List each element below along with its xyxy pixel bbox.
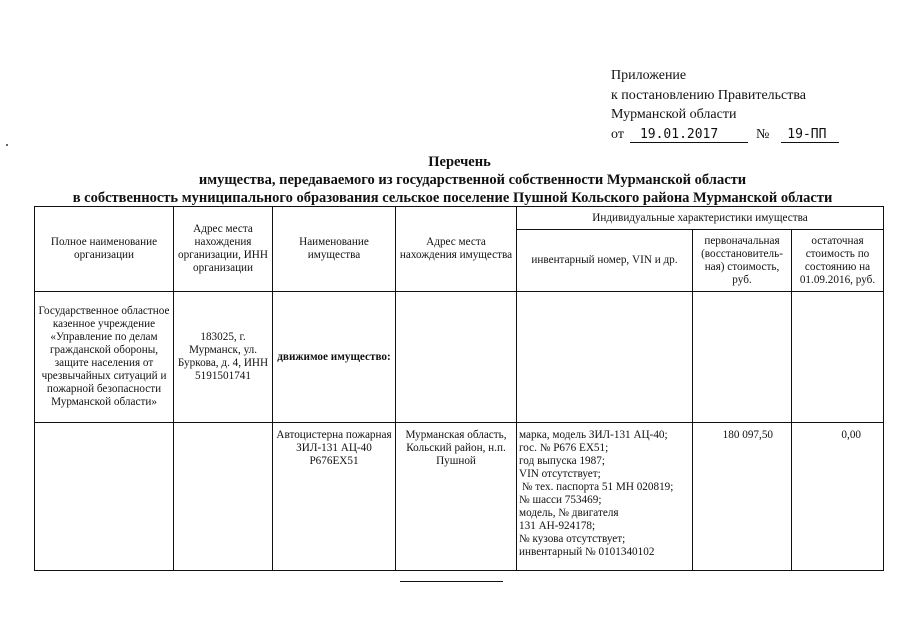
detail-line: № шасси 753469;	[519, 494, 602, 506]
decree-number: 19-ПП	[781, 127, 839, 143]
cell-empty	[174, 423, 273, 571]
document-subtitle-1: имущества, передаваемого из государственной собственности Мурманской области	[198, 172, 747, 188]
table-row	[35, 423, 884, 571]
header-org-name: Полное наименование организации	[35, 207, 174, 292]
detail-line: марка, модель ЗИЛ-131 АЦ-40;	[519, 429, 668, 441]
header-initial-cost: первоначальная (восстановитель- ная) стоимость, руб.	[693, 230, 792, 292]
cell-residual-cost: 0,00	[792, 423, 884, 571]
detail-line: гос. № Р676 ЕХ51;	[519, 442, 609, 454]
cell-org-address: 183025, г. Мурманск, ул. Буркова, д. 4, ИНН 5191501741	[174, 292, 273, 423]
decree-date-line	[611, 125, 839, 145]
detail-line: 131 АН-924178;	[519, 520, 596, 532]
header-property-name: Наименование имущества	[273, 207, 396, 292]
detail-line: год выпуска 1987;	[519, 455, 605, 467]
footer-divider	[400, 581, 503, 582]
cell-empty	[693, 292, 792, 423]
document-title: Перечень	[428, 154, 491, 170]
table-row	[35, 292, 884, 423]
cell-empty	[35, 423, 174, 571]
header-residual-cost: остаточная стоимость по состоянию на 01.09.2016, руб.	[792, 230, 884, 292]
number-label: №	[755, 126, 770, 142]
detail-line: № тех. паспорта 51 МН 020819;	[519, 481, 674, 493]
appendix-label: Приложение	[611, 68, 687, 83]
header-inventory: инвентарный номер, VIN и др.	[517, 230, 693, 292]
detail-line: инвентарный № 0101340102	[519, 546, 655, 558]
cell-property-address: Мурманская область, Кольский район, н.п. Пушной	[396, 423, 517, 571]
decree-date: 19.01.2017	[630, 127, 748, 143]
scan-speck	[6, 144, 8, 146]
cell-empty	[792, 292, 884, 423]
cell-empty	[517, 292, 693, 423]
region-name: Мурманской области	[611, 107, 737, 122]
detail-line: VIN отсутствует;	[519, 468, 601, 480]
cell-property-name: Автоцистерна пожарная ЗИЛ-131 АЦ-40 Р676ЕХ51	[273, 423, 396, 571]
cell-org-name: Государственное областное казенное учреждение «Управление по делам гражданской обороны, защите населения от чрезвычайных ситуаций и пожарной безопасности Мурманской области»	[35, 292, 174, 423]
detail-line: модель, № двигателя	[519, 507, 619, 519]
cell-property-details	[517, 423, 693, 571]
header-property-address: Адрес места нахождения имущества	[396, 207, 517, 292]
document-subtitle-2: в собственность муниципального образования сельское поселение Пушной Кольского района Мурманской области	[72, 190, 833, 206]
header-org-address: Адрес места нахождения организации, ИНН организации	[174, 207, 273, 292]
document-header	[611, 66, 839, 144]
decree-reference: к постановлению Правительства	[611, 87, 807, 103]
cell-initial-cost: 180 097,50	[693, 423, 792, 571]
cell-property-category: движимое имущество:	[273, 292, 396, 423]
cell-empty	[396, 292, 517, 423]
header-characteristics: Индивидуальные характеристики имущества	[517, 207, 884, 230]
detail-line: № кузова отсутствует;	[519, 533, 626, 545]
property-table	[34, 206, 884, 571]
from-label: от	[611, 126, 624, 142]
